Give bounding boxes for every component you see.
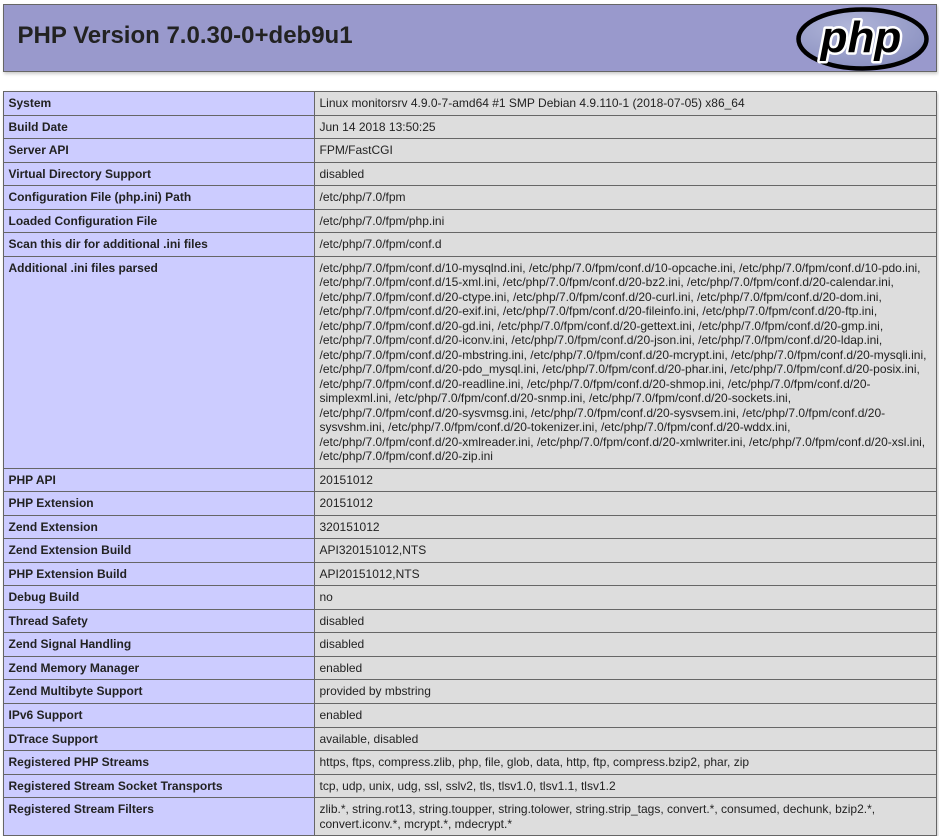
row-value: 320151012 <box>314 515 936 539</box>
info-table-body <box>3 92 936 836</box>
row-label: Zend Extension Build <box>3 539 314 563</box>
table-row <box>3 492 936 516</box>
row-value: API320151012,NTS <box>314 539 936 563</box>
row-label: PHP Extension Build <box>3 562 314 586</box>
row-value: 20151012 <box>314 492 936 516</box>
row-value: disabled <box>314 162 936 186</box>
table-row <box>3 186 936 210</box>
table-row <box>3 680 936 704</box>
row-value: enabled <box>314 703 936 727</box>
table-row <box>3 515 936 539</box>
table-row <box>3 703 936 727</box>
row-label: System <box>3 92 314 116</box>
row-label: Configuration File (php.ini) Path <box>3 186 314 210</box>
row-label: Thread Safety <box>3 609 314 633</box>
table-row <box>3 798 936 836</box>
row-label: Zend Signal Handling <box>3 633 314 657</box>
row-value: FPM/FastCGI <box>314 139 936 163</box>
row-label: DTrace Support <box>3 727 314 751</box>
row-label: Zend Multibyte Support <box>3 680 314 704</box>
row-value: 20151012 <box>314 468 936 492</box>
row-value: enabled <box>314 656 936 680</box>
row-label: Registered PHP Streams <box>3 751 314 775</box>
row-label: Zend Memory Manager <box>3 656 314 680</box>
page-title: PHP Version 7.0.30-0+deb9u1 <box>17 22 353 49</box>
row-value: API20151012,NTS <box>314 562 936 586</box>
row-value: zlib.*, string.rot13, string.toupper, string.tolower, string.strip_tags, convert.*, consumed, dechunk, bzip2.*, convert.iconv.*, mcrypt.*, mdecrypt.* <box>314 798 936 836</box>
table-row <box>3 209 936 233</box>
row-label: IPv6 Support <box>3 703 314 727</box>
table-row <box>3 751 936 775</box>
php-logo-link[interactable] <box>794 7 931 71</box>
row-label: Zend Extension <box>3 515 314 539</box>
row-value: Jun 14 2018 13:50:25 <box>314 115 936 139</box>
table-row <box>3 233 936 257</box>
table-row <box>3 256 936 468</box>
row-label: Registered Stream Filters <box>3 798 314 836</box>
table-row <box>3 162 936 186</box>
row-value: /etc/php/7.0/fpm/conf.d/10-mysqlnd.ini, /etc/php/7.0/fpm/conf.d/10-opcache.ini, /etc/php/7.0/fpm/conf.d/10-pdo.ini, /etc/php/7.0/fpm/conf.d/15-xml.ini, /etc/php/7.0/fpm/conf.d/20-bz2.ini, /etc/php/7.0/fpm/conf.d/20-calendar.ini, /etc/php/7.0/fpm/conf.d/20-ctype.ini, /etc/php/7.0/fpm/conf.d/20-curl.ini, /etc/php/7.0/fpm/conf.d/20-dom.ini, /etc/php/7.0/fpm/conf.d/20-exif.ini, /etc/php/7.0/fpm/conf.d/20-fileinfo.ini, /etc/php/7.0/fpm/conf.d/20-ftp.ini, /etc/php/7.0/fpm/conf.d/20-gd.ini, /etc/php/7.0/fpm/conf.d/20-gettext.ini, /etc/php/7.0/fpm/conf.d/20-gmp.ini, /etc/php/7.0/fpm/conf.d/20-iconv.ini, /etc/php/7.0/fpm/conf.d/20-json.ini, /etc/php/7.0/fpm/conf.d/20-ldap.ini, /etc/php/7.0/fpm/conf.d/20-mbstring.ini, /etc/php/7.0/fpm/conf.d/20-mcrypt.ini, /etc/php/7.0/fpm/conf.d/20-mysqli.ini, /etc/php/7.0/fpm/conf.d/20-pdo_mysql.ini, /etc/php/7.0/fpm/conf.d/20-phar.ini, /etc/php/7.0/fpm/conf.d/20-posix.ini, /etc/php/7.0/fpm/conf.d/20-readline.ini, /etc/php/7.0/fpm/conf.d/20-shmop.ini, /etc/php/7.0/fpm/conf.d/20-simplexml.ini, /etc/php/7.0/fpm/conf.d/20-snmp.ini, /etc/php/7.0/fpm/conf.d/20-sockets.ini, /etc/php/7.0/fpm/conf.d/20-sysvmsg.ini, /etc/php/7.0/fpm/conf.d/20-sysvsem.ini, /etc/php/7.0/fpm/conf.d/20-sysvshm.ini, /etc/php/7.0/fpm/conf.d/20-tokenizer.ini, /etc/php/7.0/fpm/conf.d/20-wddx.ini, /etc/php/7.0/fpm/conf.d/20-xmlreader.ini, /etc/php/7.0/fpm/conf.d/20-xmlwriter.ini, /etc/php/7.0/fpm/conf.d/20-xsl.ini, /etc/php/7.0/fpm/conf.d/20-zip.ini <box>314 256 936 468</box>
header-table <box>3 4 937 72</box>
table-row <box>3 92 936 116</box>
php-logo-icon <box>794 7 931 71</box>
row-label: PHP Extension <box>3 492 314 516</box>
row-value: https, ftps, compress.zlib, php, file, glob, data, http, ftp, compress.bzip2, phar, zip <box>314 751 936 775</box>
header-row <box>3 5 936 72</box>
table-row <box>3 139 936 163</box>
row-value: tcp, udp, unix, udg, ssl, sslv2, tls, tlsv1.0, tlsv1.1, tlsv1.2 <box>314 774 936 798</box>
row-value: available, disabled <box>314 727 936 751</box>
table-row <box>3 586 936 610</box>
row-value: /etc/php/7.0/fpm <box>314 186 936 210</box>
row-value: /etc/php/7.0/fpm/conf.d <box>314 233 936 257</box>
table-row <box>3 539 936 563</box>
row-value: disabled <box>314 609 936 633</box>
row-label: Server API <box>3 139 314 163</box>
table-row <box>3 562 936 586</box>
info-table <box>3 91 937 836</box>
row-label: Debug Build <box>3 586 314 610</box>
table-row <box>3 115 936 139</box>
table-row <box>3 656 936 680</box>
phpinfo-page <box>3 4 937 836</box>
row-value: no <box>314 586 936 610</box>
row-label: Additional .ini files parsed <box>3 256 314 468</box>
row-value: Linux monitorsrv 4.9.0-7-amd64 #1 SMP Debian 4.9.110-1 (2018-07-05) x86_64 <box>314 92 936 116</box>
table-row <box>3 633 936 657</box>
table-row <box>3 609 936 633</box>
php-version-header-cell <box>3 5 936 72</box>
table-row <box>3 727 936 751</box>
row-value: provided by mbstring <box>314 680 936 704</box>
row-label: Virtual Directory Support <box>3 162 314 186</box>
row-value: /etc/php/7.0/fpm/php.ini <box>314 209 936 233</box>
row-label: Registered Stream Socket Transports <box>3 774 314 798</box>
row-label: Scan this dir for additional .ini files <box>3 233 314 257</box>
row-label: Loaded Configuration File <box>3 209 314 233</box>
row-label: Build Date <box>3 115 314 139</box>
table-row <box>3 468 936 492</box>
table-row <box>3 774 936 798</box>
row-label: PHP API <box>3 468 314 492</box>
row-value: disabled <box>314 633 936 657</box>
php-logo-text: php <box>820 13 901 62</box>
